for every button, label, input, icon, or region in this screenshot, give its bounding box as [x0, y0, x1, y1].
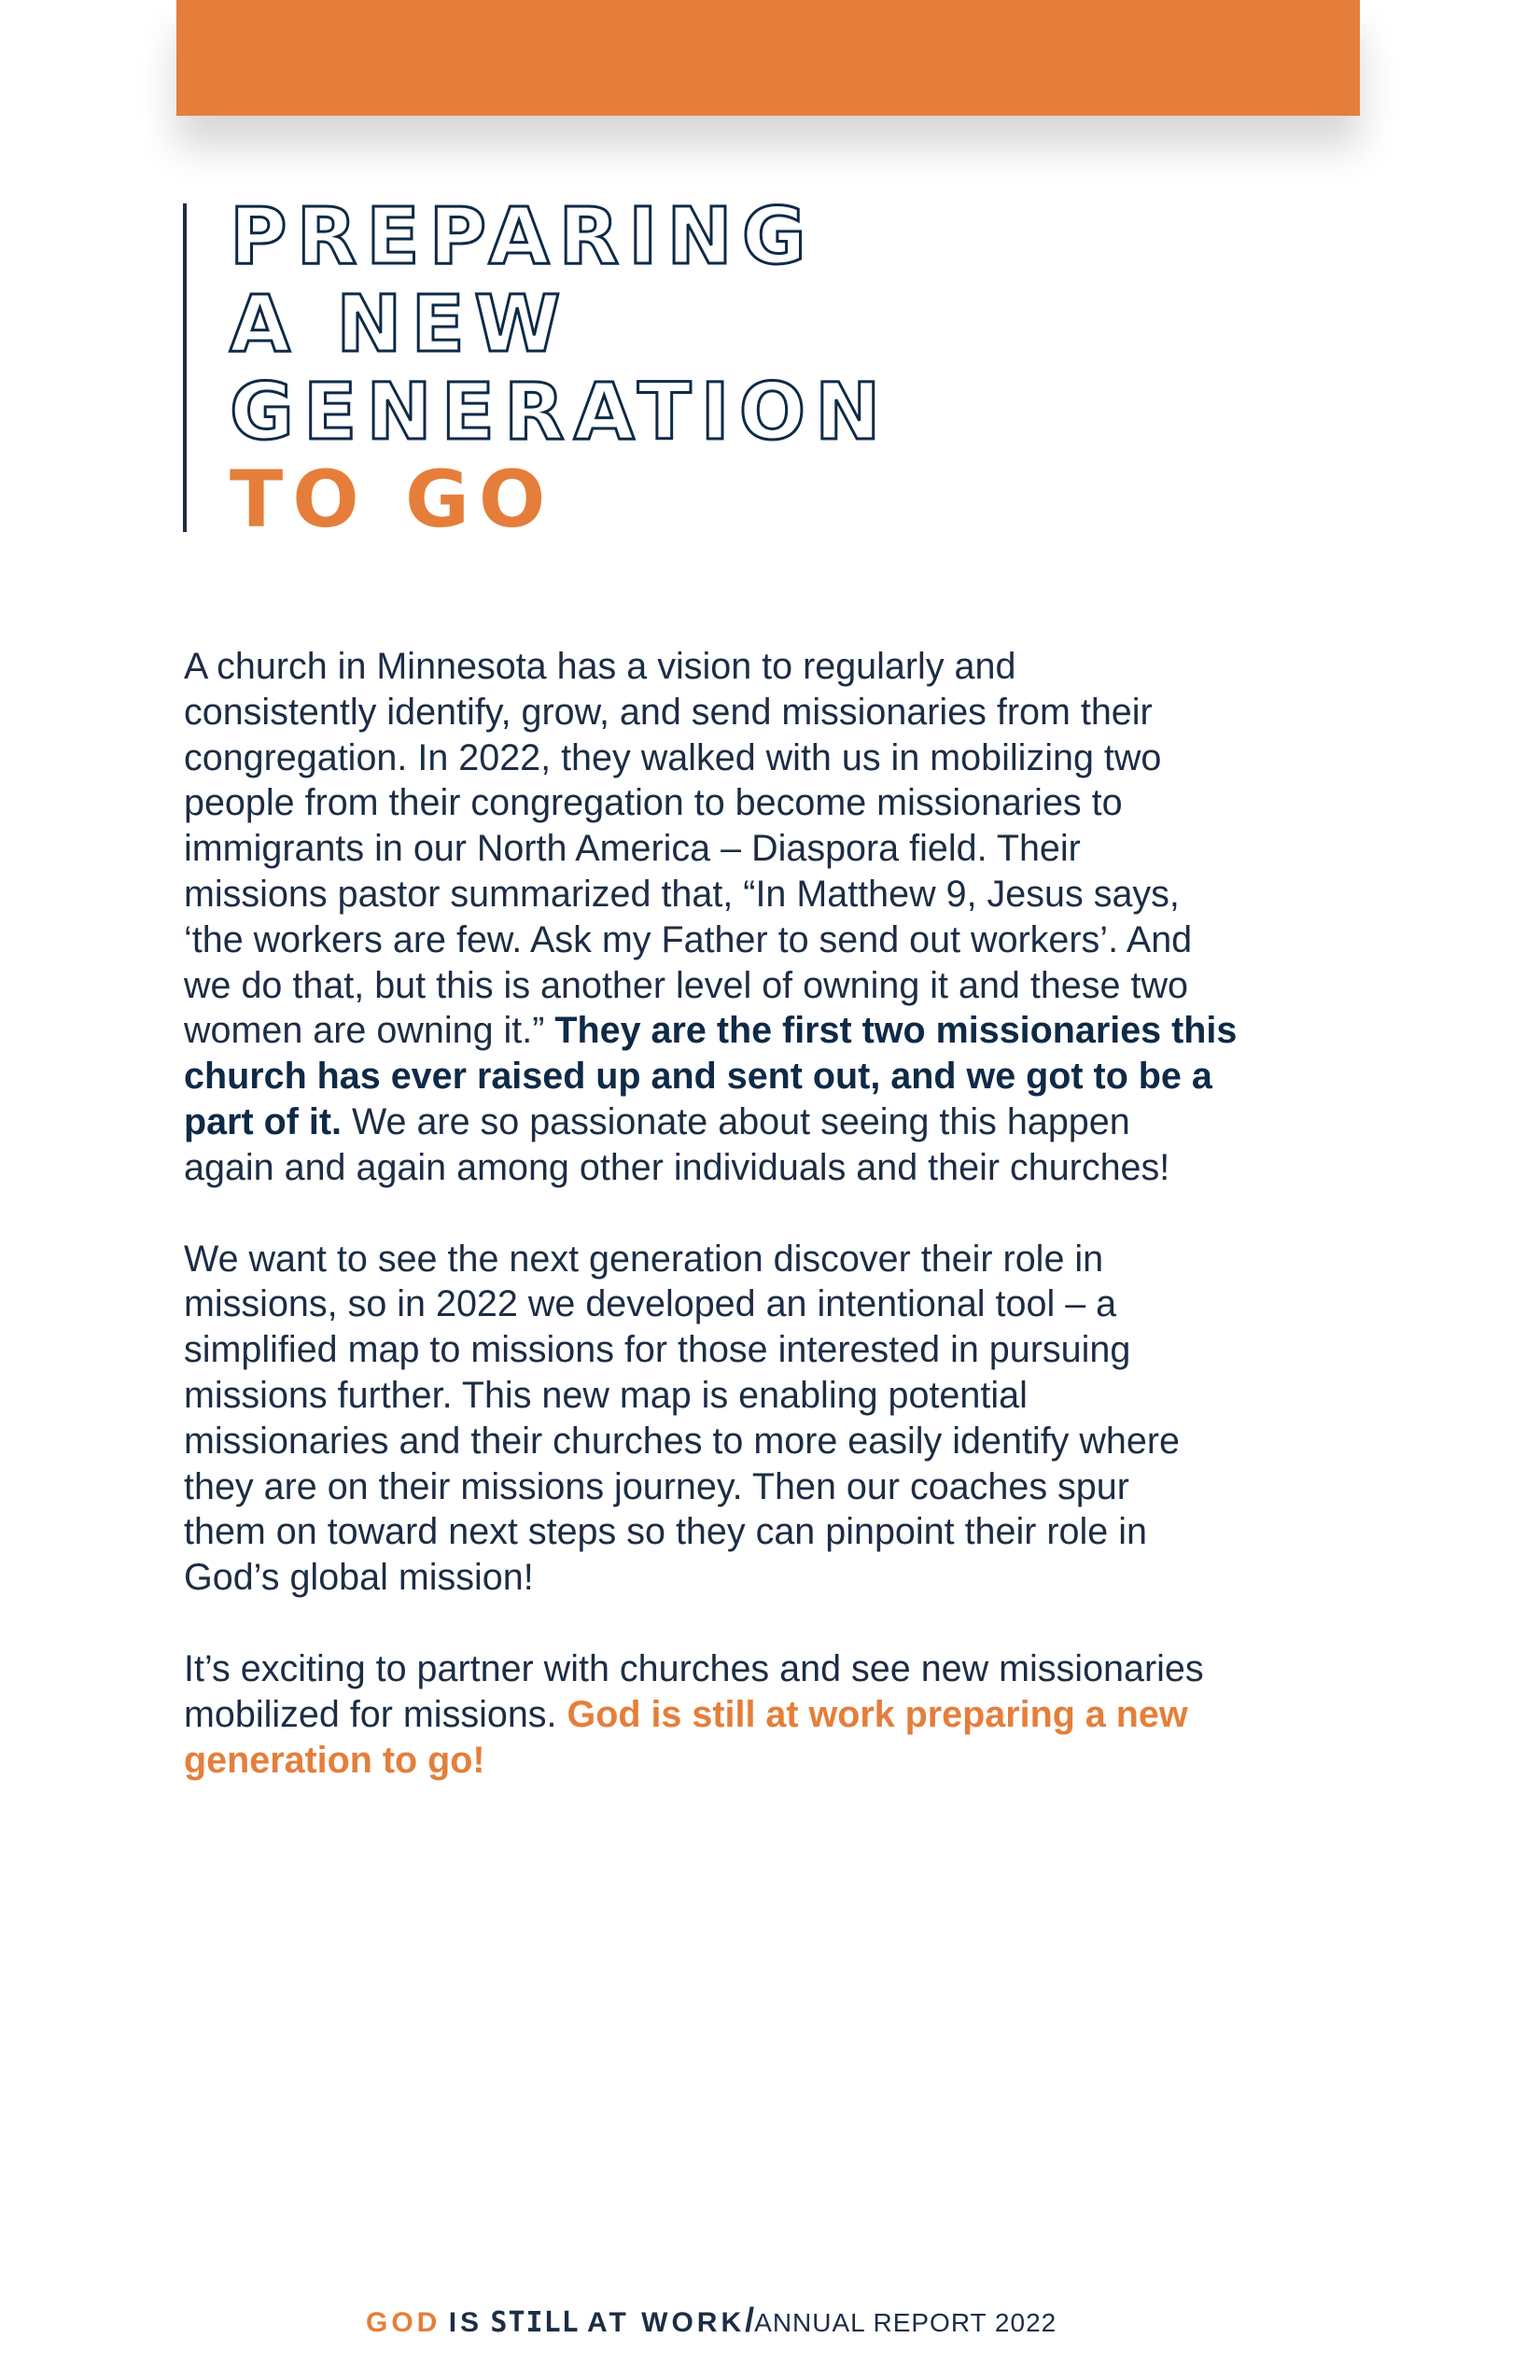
p2-line: them on toward next steps so they can pinpoint their role in	[184, 1511, 1147, 1553]
p1-line: ‘the workers are few. Ask my Father to send out workers’. And	[184, 918, 1193, 960]
p1-highlight-text: They are the first two missionaries this	[554, 1010, 1238, 1052]
p1-line: congregation. In 2022, they walked with us in mobilizing two	[184, 736, 1162, 778]
p3-highlight-text: God is still at work preparing a new	[567, 1693, 1188, 1735]
body-text	[184, 644, 1397, 1828]
footer-god: GOD	[366, 2307, 441, 2338]
title-line-4: TO GO	[230, 454, 555, 545]
p1-line	[184, 1008, 1397, 1054]
p2-line: simplified map to missions for those interested in pursuing	[184, 1329, 1131, 1371]
footer	[366, 2302, 1057, 2342]
page-title	[230, 192, 889, 543]
p1-line: consistently identify, grow, and send missionaries from their	[184, 691, 1153, 733]
title-line-3: GENERATION	[230, 366, 890, 457]
p3-line: It’s exciting to partner with churches and see new missionaries	[184, 1647, 1204, 1689]
p3-regular-text: mobilized for missions.	[184, 1693, 567, 1735]
title-line-1: PREPARING	[230, 190, 816, 282]
p2-line: missions further. This new map is enabling potential	[184, 1374, 1028, 1416]
footer-still: STILL	[490, 2306, 580, 2339]
footer-annual-report: ANNUAL REPORT 2022	[754, 2308, 1057, 2337]
p1-regular-text: women are owning it.”	[184, 1010, 555, 1052]
p1-highlight-text: church has ever raised up and sent out, and we got to be a	[184, 1056, 1212, 1098]
p2-line: God’s global mission!	[184, 1557, 534, 1599]
footer-at-work: AT WORK	[587, 2307, 746, 2338]
p2-line: missions, so in 2022 we developed an intentional tool – a	[184, 1283, 1117, 1325]
p1-regular-text: We are so passionate about seeing this happen	[341, 1100, 1130, 1142]
footer-is: IS	[448, 2307, 483, 2338]
p1-line: missions pastor summarized that, “In Matthew 9, Jesus says,	[184, 873, 1180, 915]
p2-line: We want to see the next generation discover their role in	[184, 1238, 1104, 1280]
p1-line: A church in Minnesota has a vision to regularly and	[184, 646, 1016, 687]
p2-line: they are on their missions journey. Then our coaches spur	[184, 1465, 1129, 1507]
p1-line	[184, 1099, 1397, 1145]
title-line-2: A NEW	[230, 278, 570, 370]
title-vertical-rule	[183, 203, 187, 532]
p2-line: missionaries and their churches to more easily identify where	[184, 1420, 1180, 1462]
p1-line: immigrants in our North America – Diaspora field. Their	[184, 828, 1081, 870]
paragraph-1	[184, 644, 1397, 1191]
footer-slash: /	[745, 2301, 755, 2339]
paragraph-3	[184, 1646, 1397, 1783]
p1-line: we do that, but this is another level of owning it and these two	[184, 964, 1188, 1006]
p1-line: again and again among other individuals and their churches!	[184, 1146, 1170, 1188]
p3-line	[184, 1692, 1397, 1738]
p1-line: people from their congregation to become missionaries to	[184, 782, 1123, 824]
p3-highlight-text: generation to go!	[184, 1739, 485, 1781]
p1-highlight-text: part of it.	[184, 1100, 342, 1142]
top-orange-band	[176, 0, 1360, 116]
paragraph-2	[184, 1237, 1397, 1601]
